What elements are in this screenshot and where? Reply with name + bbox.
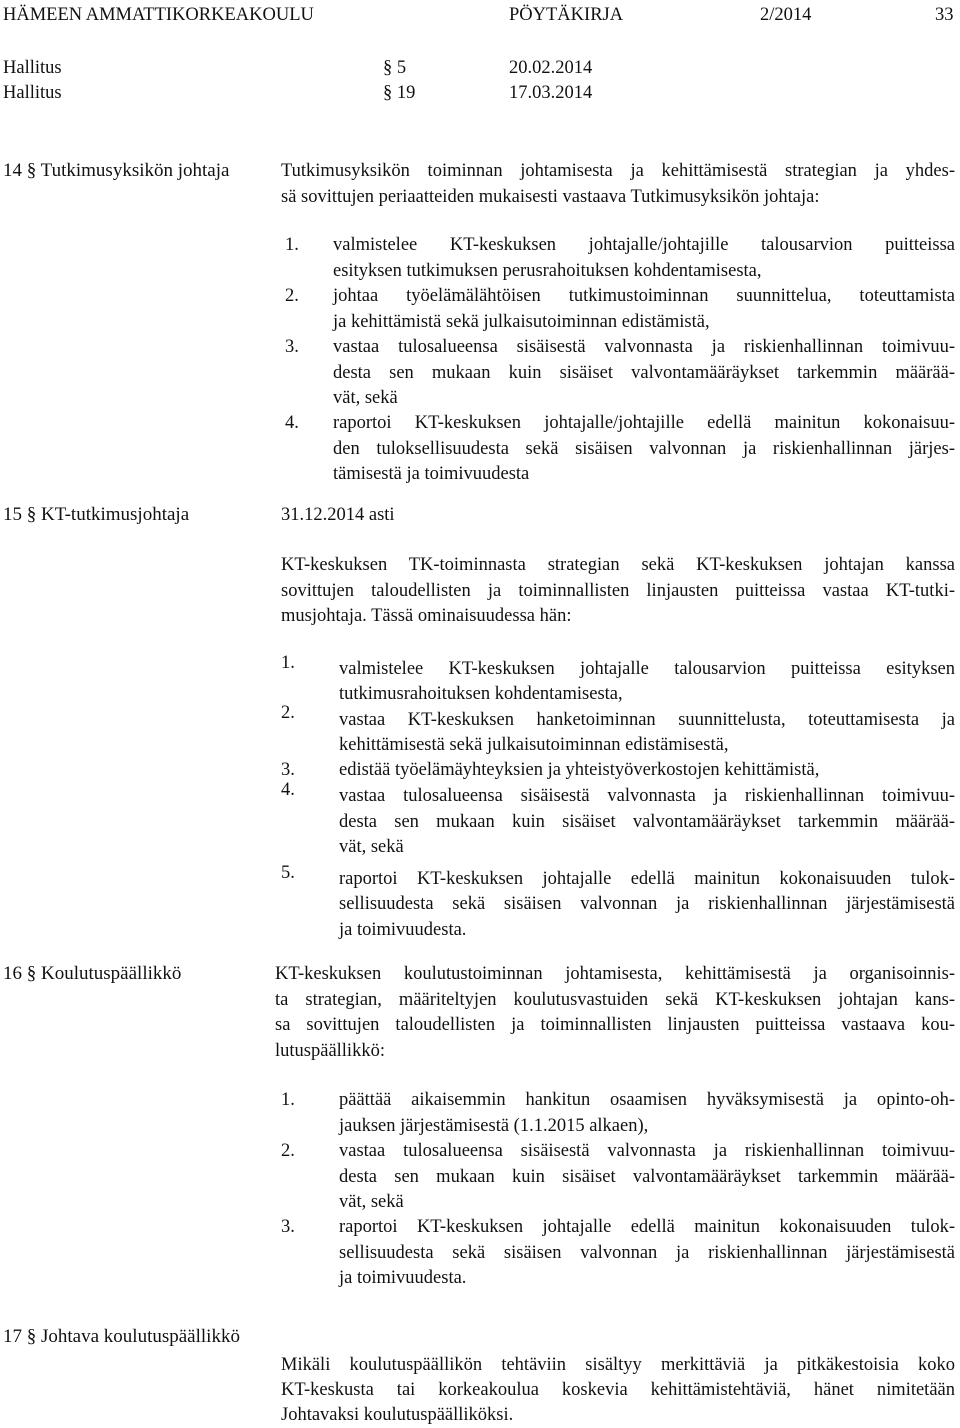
list-item-number: 3.	[281, 760, 295, 780]
section-intro-line: Tutkimusyksikön toiminnan johtamisesta ja kehittämisestä strategian ja yhdes-	[281, 161, 955, 181]
list-item-line: den tuloksellisuudesta sekä sisäisen valvonnan ja riskienhallinnan järjes-	[333, 439, 955, 459]
ref-date: 20.02.2014	[509, 58, 593, 78]
list-item-line: jauksen järjestämisestä (1.1.2015 alkaen),	[339, 1116, 649, 1136]
ref-section: § 19	[383, 83, 416, 103]
ref-section: § 5	[383, 58, 407, 78]
page-number: 33	[935, 5, 954, 25]
list-item-line: tutkimusrahoituksen kohdentamisesta,	[339, 684, 623, 704]
section-intro-line: sa sovittujen taloudellisten ja toiminnallisten linjausten puitteissa vastaava kou-	[275, 1015, 955, 1035]
section-label: 15 § KT-tutkimusjohtaja	[3, 504, 190, 525]
doc-number: 2/2014	[760, 5, 812, 25]
doc-type: PÖYTÄKIRJA	[509, 5, 624, 25]
list-item-line: vastaa tulosalueensa sisäisestä valvonnasta ja riskienhallinnan toimivuu-	[339, 786, 955, 806]
section-intro-line: Mikäli koulutuspäällikön tehtäviin sisältyy merkittäviä ja pitkäkestoisia koko	[281, 1355, 955, 1375]
list-item-line: vastaa KT-keskuksen hanketoiminnan suunnittelusta, toteuttamisesta ja	[339, 710, 955, 730]
list-item-number: 2.	[285, 286, 299, 306]
section-intro-line: Johtavaksi koulutuspäälliköksi.	[281, 1405, 514, 1425]
section-intro-line: KT-keskuksen koulutustoiminnan johtamisesta, kehittämisestä ja organisoinnis-	[275, 964, 955, 984]
section-intro-line: lutuspäällikkö:	[275, 1041, 385, 1061]
list-item-line: desta sen mukaan kuin sisäiset valvontamääräykset tarkemmin määrää-	[339, 812, 955, 832]
list-item-number: 5.	[281, 863, 295, 883]
list-item-number: 4.	[285, 413, 299, 433]
list-item-line: ja toimivuudesta.	[339, 920, 467, 940]
list-item-line: edistää työelämäyhteyksien ja yhteistyöverkostojen kehittämistä,	[339, 760, 820, 780]
list-item-line: raportoi KT-keskuksen johtajalle/johtajille edellä mainitun kokonaisuu-	[333, 413, 955, 433]
section-intro-line: musjohtaja. Tässä ominaisuudessa hän:	[281, 606, 572, 626]
list-item-line: ja kehittämistä sekä julkaisutoiminnan edistämistä,	[333, 312, 710, 332]
ref-body: Hallitus	[3, 58, 62, 78]
list-item-line: vät, sekä	[333, 388, 398, 408]
section-label: 16 § Koulutuspäällikkö	[3, 963, 182, 984]
list-item-line: valmistelee KT-keskuksen johtajalle talousarvion puitteissa esityksen	[339, 659, 955, 679]
list-item-line: raportoi KT-keskuksen johtajalle edellä mainitun kokonaisuuden tulok-	[339, 869, 955, 889]
section-intro-line: ta strategian, määriteltyjen koulutusvastuiden sekä KT-keskuksen johtajan kans-	[275, 990, 955, 1010]
list-item-line: vastaa tulosalueensa sisäisestä valvonnasta ja riskienhallinnan toimivuu-	[339, 1141, 955, 1161]
section-label: 14 § Tutkimusyksikön johtaja	[3, 160, 230, 181]
list-item-line: tämisestä ja toimivuudesta	[333, 464, 530, 484]
list-item-line: päättää aikaisemmin hankitun osaamisen hyväksymisestä ja opinto-oh-	[339, 1090, 955, 1110]
list-item-line: vastaa tulosalueensa sisäisestä valvonnasta ja riskienhallinnan toimivuu-	[333, 337, 955, 357]
ref-body: Hallitus	[3, 83, 62, 103]
list-item-number: 2.	[281, 703, 295, 723]
list-item-line: ja toimivuudesta.	[339, 1268, 467, 1288]
section-label: 17 § Johtava koulutuspäällikkö	[3, 1326, 240, 1347]
list-item-number: 1.	[281, 1090, 295, 1110]
section-intro-line: KT-keskuksen TK-toiminnasta strategian sekä KT-keskuksen johtajan kanssa	[281, 555, 955, 575]
list-item-line: vät, sekä	[339, 837, 404, 857]
list-item-number: 4.	[281, 780, 295, 800]
list-item-line: valmistelee KT-keskuksen johtajalle/johtajille talousarvion puitteissa	[333, 235, 955, 255]
list-item-line: desta sen mukaan kuin sisäiset valvontamääräykset tarkemmin määrää-	[339, 1167, 955, 1187]
list-item-line: desta sen mukaan kuin sisäiset valvontamääräykset tarkemmin määrää-	[333, 363, 955, 383]
list-item-line: vät, sekä	[339, 1192, 404, 1212]
org-name: HÄMEEN AMMATTIKORKEAKOULU	[3, 5, 314, 25]
section-intro-line: sovittujen taloudellisten ja toiminnallisten linjausten puitteissa vastaa KT-tutki-	[281, 581, 955, 601]
section-intro-line: sä sovittujen periaatteiden mukaisesti vastaava Tutkimusyksikön johtaja:	[281, 187, 820, 207]
list-item-line: raportoi KT-keskuksen johtajalle edellä mainitun kokonaisuuden tulok-	[339, 1217, 955, 1237]
list-item-number: 3.	[281, 1217, 295, 1237]
list-item-number: 2.	[281, 1141, 295, 1161]
list-item-line: johtaa työelämälähtöisen tutkimustoiminnan suunnittelua, toteuttamista	[333, 286, 955, 306]
ref-date: 17.03.2014	[509, 83, 593, 103]
list-item-number: 1.	[281, 653, 295, 673]
list-item-line: esityksen tutkimuksen perusrahoituksen kohdentamisesta,	[333, 261, 762, 281]
list-item-number: 3.	[285, 337, 299, 357]
list-item-line: sellisuudesta sekä sisäisen valvonnan ja riskienhallinnan järjestämisestä	[339, 1243, 955, 1263]
list-item-number: 1.	[285, 235, 299, 255]
section-note: 31.12.2014 asti	[281, 505, 395, 525]
list-item-line: sellisuudesta sekä sisäisen valvonnan ja riskienhallinnan järjestämisestä	[339, 894, 955, 914]
list-item-line: kehittämisestä sekä julkaisutoiminnan edistämisestä,	[339, 735, 729, 755]
section-intro-line: KT-keskusta tai korkeakoulua koskevia kehittämistehtäviä, hänet nimitetään	[281, 1380, 955, 1400]
